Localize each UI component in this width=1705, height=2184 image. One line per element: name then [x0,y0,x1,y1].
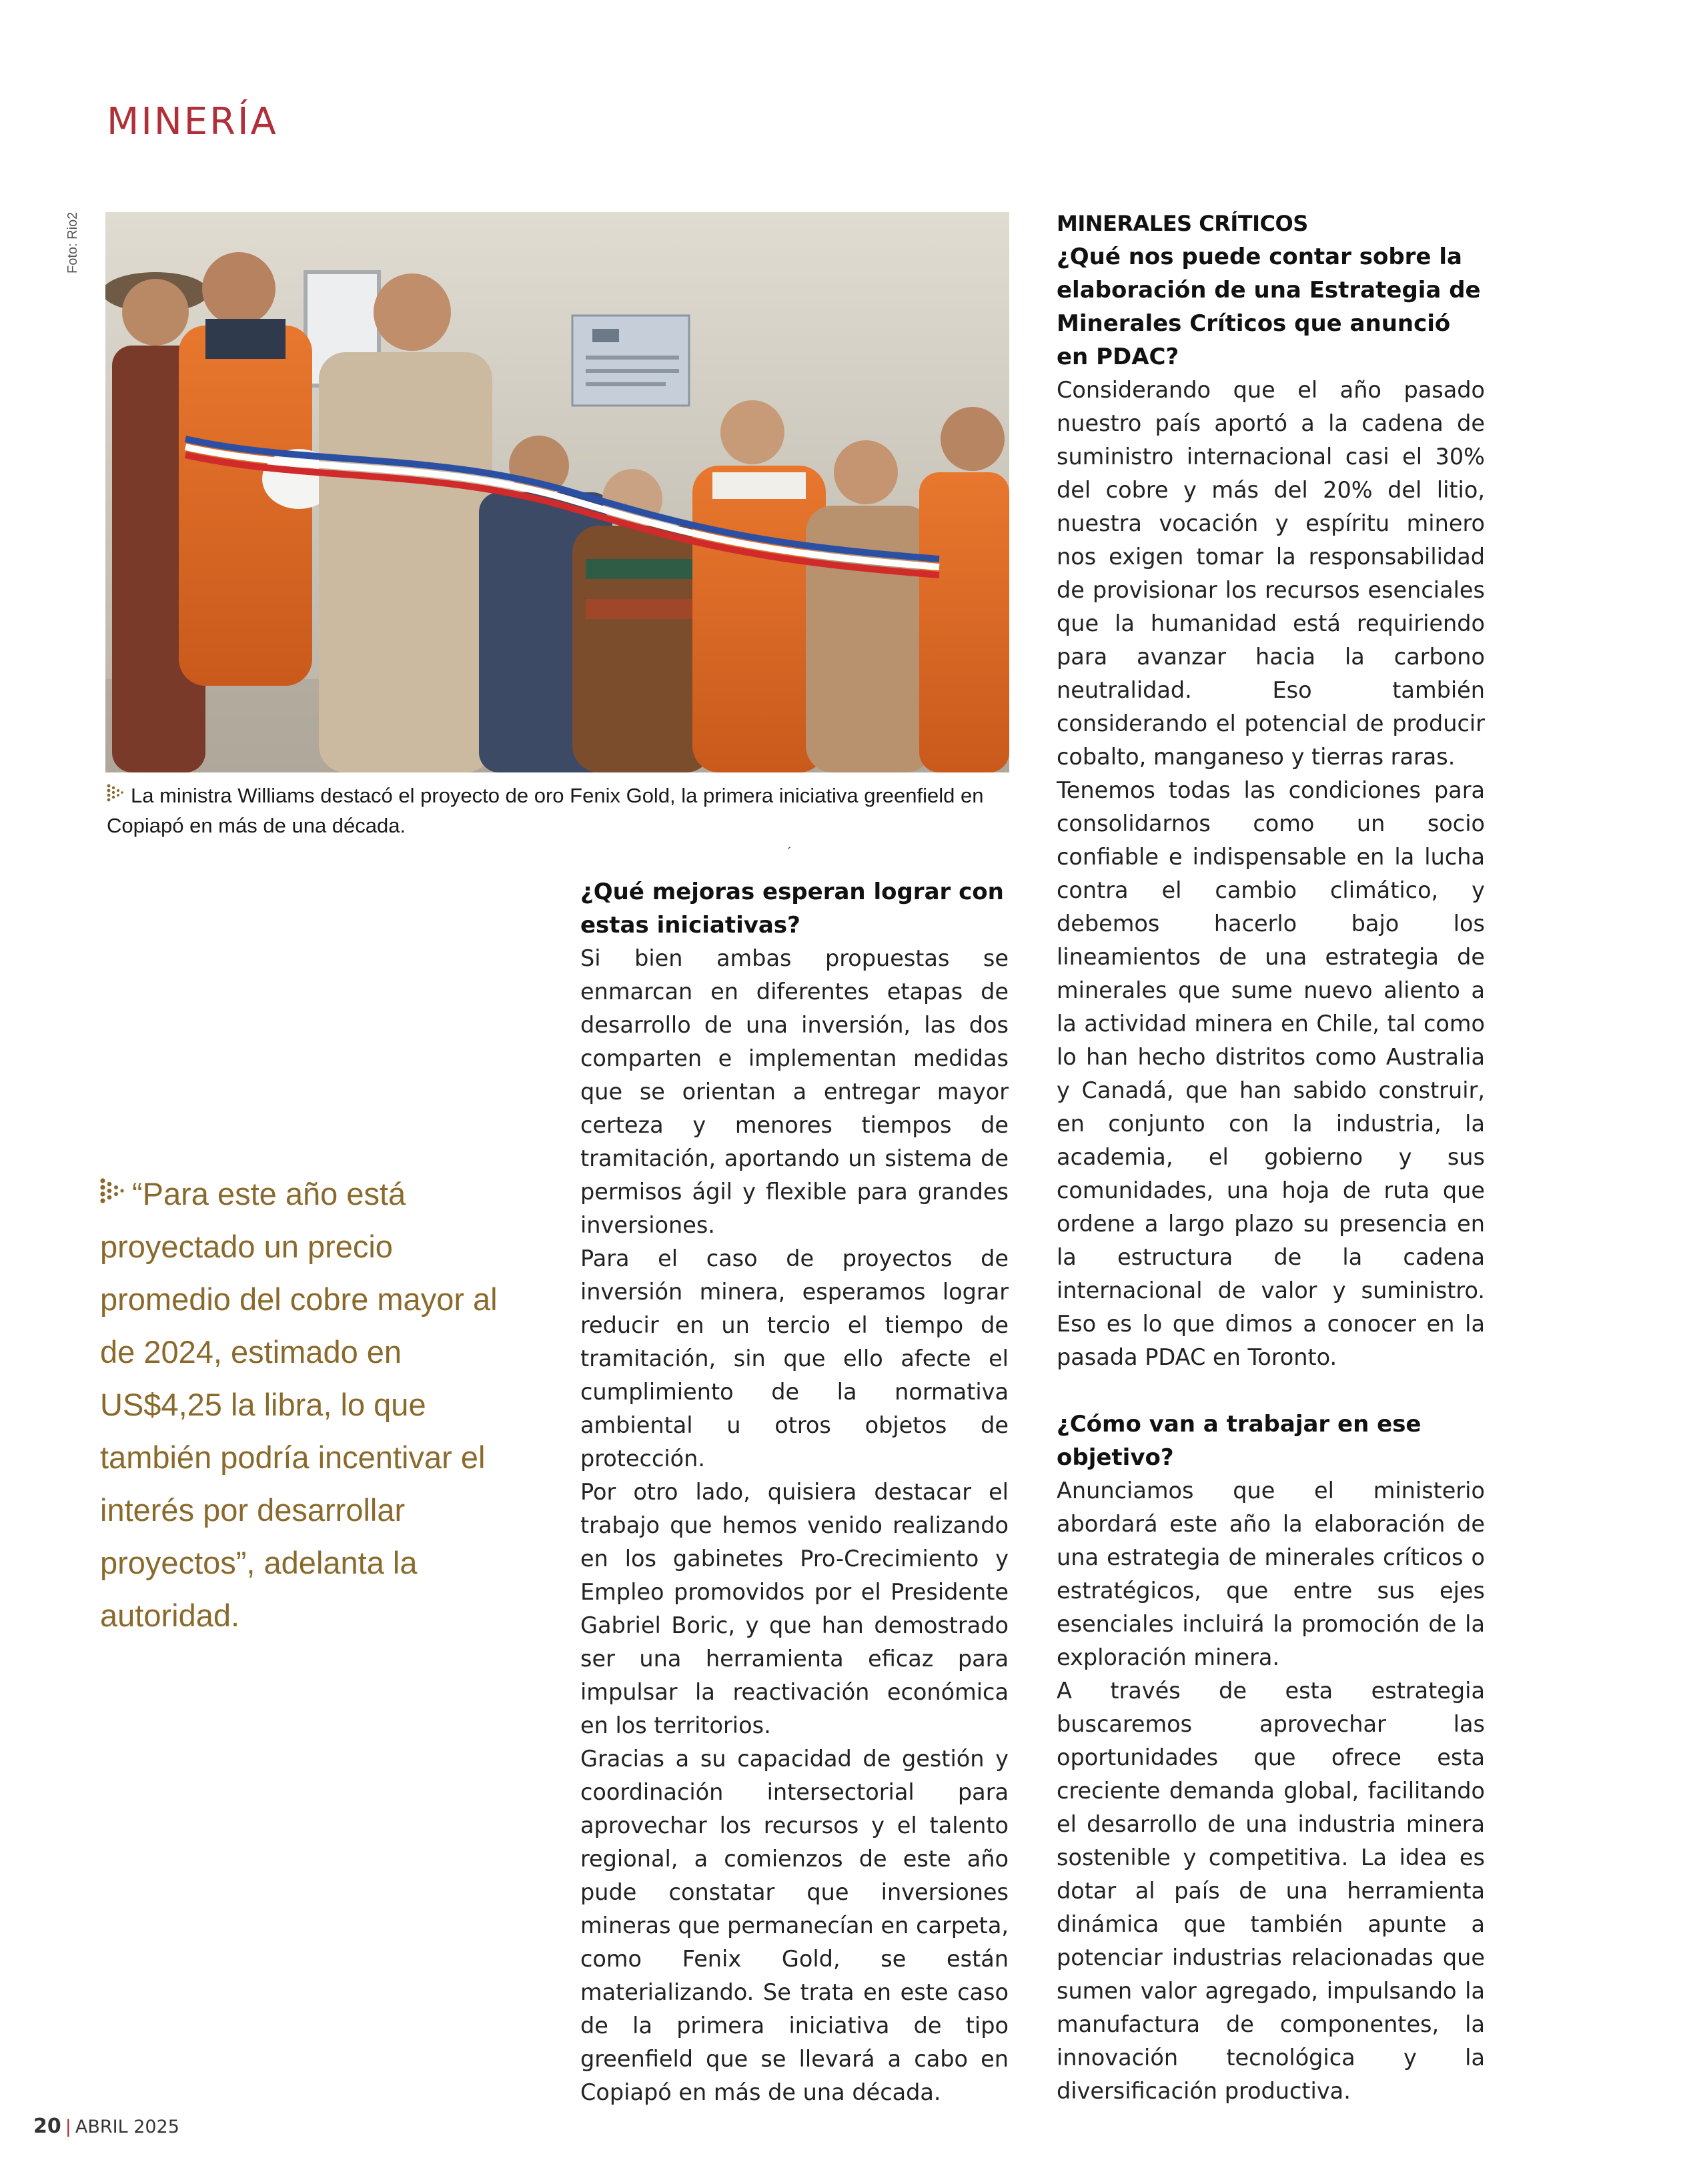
issue-date: ABRIL 2025 [75,2117,179,2137]
question-objective: ¿Cómo van a trabajar en ese objetivo? [1057,1411,1422,1471]
subhead-critical-minerals: MINERALES CRÍTICOS [1057,211,1308,236]
stray-mark: ´ [787,845,792,861]
page-footer [33,2115,179,2138]
article-photo [105,212,1009,772]
paragraph: A través de esta estrategia buscaremos aprovechar las oportunidades que ofrece esta creciente demanda global, facilitando el desarrollo de una industria minera sostenible y competitiva. La idea es dotar al país de una herramienta dinámica que también apunte a potenciar industrias relacionadas que sumen valor agregado, impulsando la manufactura de componentes, la innovación tecnológica y la diversificación productiva. [1057,1678,1485,2104]
paragraph: Para el caso de proyectos de inversión minera, esperamos lograr reducir en un tercio el tiempo de tramitación, sin que ello afecte el cumplimiento de la normativa ambiental u otros objetos de protección. [580,1245,1009,1472]
photo-credit: Foto: Rio2 [65,211,80,274]
middle-column [580,875,1009,2109]
paragraph: Tenemos todas las condiciones para consolidarnos como un socio confiable e indispensable en la lucha contra el cambio climático, y debemos hacerlo bajo los lineamientos de una estrategia de minerales que sume nuevo aliento a la actividad minera en Chile, tal como lo han hecho distritos como Australia y Canadá, que han sabido construir, en conjunto con la industria, la academia, el gobierno y sus comunidades, una hoja de ruta que ordene a largo plazo su presencia en la estructura de la cadena internacional de valor y suministro. Eso es lo que dimos a conocer en la pasada PDAC en Toronto. [1057,777,1485,1370]
quote-dot-icon [100,1177,127,1209]
paragraph: Gracias a su capacidad de gestión y coordinación intersectorial para aprovechar los recursos y el talento regional, a comienzos de este año pude constatar que inversiones mineras que permanecían en carpeta, como Fenix Gold, se están materializando. Se trata en este caso de la primera iniciativa de tipo greenfield que se llevará a cabo en Copiapó en más de una década. [580,1746,1009,2105]
caption-text: La ministra Williams destacó el proyecto de oro Fenix Gold, la primera iniciativa greenfield en Copiapó en más de una década. [107,784,984,837]
ribbon-cutting-photo [105,212,1009,772]
paragraph: Por otro lado, quisiera destacar el trabajo que hemos venido realizando en los gabinetes Pro-Crecimiento y Empleo promovidos por el Presidente Gabriel Boric, y que han demostrado ser una herramienta eficaz para impulsar la reactivación económica en los territorios. [580,1479,1009,1738]
photo-caption [107,780,1014,841]
question-strategy: ¿Qué nos puede contar sobre la elaboración de una Estrategia de Minerales Críticos que anunció en PDAC? [1057,243,1481,370]
dot-bullet-icon [107,784,124,804]
pull-quote [100,1167,514,1642]
pull-quote-text: “Para este año está proyectado un precio promedio del cobre mayor al de 2024, estimado en US$4,25 la libra, lo que también podría incentivar el interés por desarrollar proyectos”, adelanta la autoridad. [100,1176,498,1633]
paragraph: Si bien ambas propuestas se enmarcan en diferentes etapas de desarrollo de una inversión, las dos comparten e implementan medidas que se orientan a entregar mayor certeza y menores tiempos de tramitación, aportando un sistema de permisos ágil y flexible para grandes inversiones. [580,945,1009,1238]
paragraph: Considerando que el año pasado nuestro país aportó a la cadena de suministro internacional casi el 30% del cobre y más del 20% del litio, nuestra vocación y espíritu minero nos exigen tomar la responsabilidad de provisionar los recursos esenciales que la humanidad está requiriendo para avanzar hacia la carbono neutralidad. Eso también considerando el potencial de producir cobalto, manganeso y tierras raras. [1057,377,1485,770]
folio-separator: | [65,2117,71,2137]
right-column [1057,207,1485,2108]
paragraph: Anunciamos que el ministerio abordará este año la elaboración de una estrategia de minerales críticos o estratégicos, que entre sus ejes esenciales incluirá la promoción de la exploración minera. [1057,1478,1485,1670]
page-number: 20 [33,2115,61,2138]
question-improvements: ¿Qué mejoras esperan lograr con estas iniciativas? [580,879,1004,939]
section-title: MINERÍA [107,100,278,143]
spacer [1057,1374,1485,1408]
